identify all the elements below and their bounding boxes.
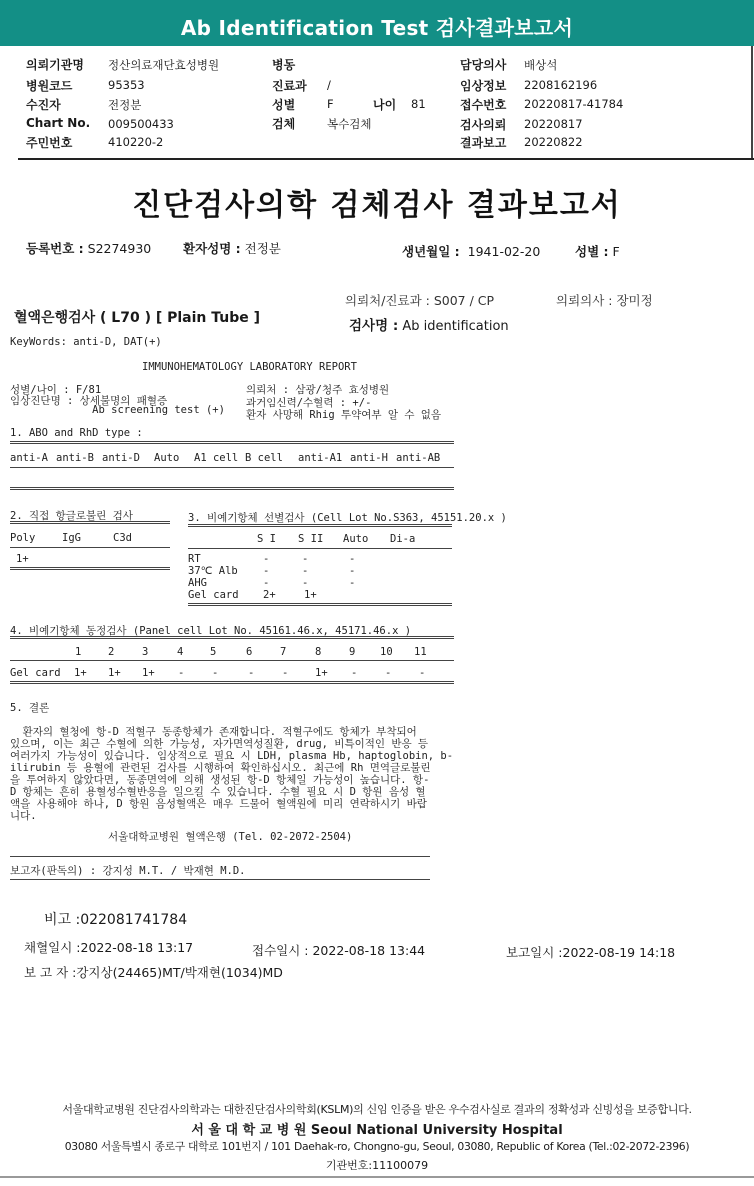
reporter-rule-top: [10, 856, 430, 857]
sec3-row-gel-s2: 1+: [304, 589, 317, 601]
sec4-h-9: 9: [349, 646, 356, 658]
header-right-border: [751, 46, 753, 160]
footer-code: 기관번호:11100079: [325, 1159, 429, 1172]
conclusion-line-6: D 항체는 흔히 용혈성수혈반응을 일으킬 수 있습니다. 수혈 필요 시 D 항원 음성 혈: [10, 786, 426, 798]
sec4-v-6: -: [248, 667, 255, 679]
sec3-row-rt-label: RT: [188, 553, 201, 565]
sec4-v-7: -: [282, 667, 289, 679]
sec1-rule-top: [10, 441, 454, 444]
lab-heading: IMMUNOHEMATOLOGY LABORATORY REPORT: [142, 361, 357, 373]
sec4-row-label: Gel card: [10, 667, 61, 679]
sec4-rule-top: [10, 636, 454, 639]
meta-sex: 성별: [272, 98, 296, 112]
meta-doctor: 담당의사: [460, 58, 507, 72]
sec4-rule-bottom: [10, 681, 454, 684]
sec3-row-37-label: 37℃ Alb: [188, 565, 238, 577]
meta-ward: 병동: [272, 58, 296, 72]
sec5-title: 5. 결론: [10, 702, 50, 714]
sec4-title: 4. 비예기항체 동정검사 (Panel cell Lot No. 45161.46.x, 45171.46.x ): [10, 625, 412, 637]
sec3-row-37-auto: -: [349, 565, 356, 577]
test-category: 혈액은행검사 ( L70 ) [ Plain Tube ]: [14, 310, 261, 326]
sec4-h-6: 6: [246, 646, 253, 658]
sec4-h-10: 10: [380, 646, 393, 658]
sec4-h-7: 7: [280, 646, 287, 658]
meta-institution-value: 정산의료재단효성병원: [108, 58, 220, 72]
info-history: 과거임신력/수혈력 : +/-: [246, 397, 372, 409]
meta-receipt-no-value: 20220817-41784: [524, 97, 624, 111]
sec4-v-11: -: [419, 667, 426, 679]
meta-doctor-value: 배상석: [524, 58, 558, 72]
meta-dept-value: /: [327, 78, 331, 92]
blood-bank-contact: 서울대학교병원 혈액은행 (Tel. 02-2072-2504): [108, 831, 353, 843]
meta-request-date-value: 20220817: [524, 117, 583, 131]
collect-datetime: 채혈일시 :2022-08-18 13:17: [24, 940, 194, 955]
request-dept: 의뢰처/진료과 : S007 / CP: [345, 293, 495, 308]
reporter-rule-bottom: [10, 879, 430, 880]
banner-title: Ab Identification Test 검사결과보고서: [180, 16, 574, 40]
info-sex-age: 성별/나이 : F/81: [10, 384, 102, 396]
meta-clinical-info-value: 2208162196: [524, 78, 598, 92]
final-reporter: 보 고 자 :강지상(24465)MT/박재현(1034)MD: [24, 965, 283, 980]
patient-sex: 성별 : F: [575, 244, 620, 259]
sec3-rule-mid: [188, 548, 452, 549]
sec2-rule-bottom: [10, 567, 170, 570]
sec3-h-s2: S II: [298, 533, 324, 545]
info-institution: 의뢰처 : 삼광/청주 효성병원: [246, 384, 390, 396]
sec3-h-auto: Auto: [343, 533, 369, 545]
sec2-h-poly: Poly: [10, 532, 36, 544]
meta-sex-value: F: [327, 97, 334, 111]
remark-note: 비고 :022081741784: [44, 912, 188, 928]
conclusion-line-1: 환자의 혈청에 항-D 적혈구 동종항체가 존재합니다. 적혈구에도 항체가 부착되어: [10, 726, 417, 738]
meta-patient-value: 전정분: [108, 98, 142, 112]
report-title: 진단검사의학 검체검사 결과보고서: [132, 188, 622, 223]
report-datetime: 보고일시 :2022-08-19 14:18: [506, 945, 676, 960]
sec3-h-s1: S I: [257, 533, 276, 545]
sec4-rule-mid: [10, 660, 454, 661]
sec4-h-4: 4: [177, 646, 184, 658]
sec4-v-10: -: [385, 667, 392, 679]
sec3-row-ahg-label: AHG: [188, 577, 207, 589]
meta-hospital-code-value: 95353: [108, 78, 145, 92]
sec1-h-anti-h: anti-H: [350, 452, 388, 464]
meta-patient: 수진자: [26, 98, 61, 112]
conclusion-line-5: 을 투여하지 않았다면, 동종면역에 의해 생성된 항-D 항체일 가능성이 높습니다. 항-: [10, 774, 430, 786]
sec2-v-poly: 1+: [16, 553, 29, 565]
sec4-h-5: 5: [210, 646, 217, 658]
header-banner: [0, 0, 754, 46]
sec1-h-anti-a1: anti-A1: [298, 452, 343, 464]
reg-number: 등록번호 : S2274930: [26, 241, 152, 256]
conclusion-line-7: 액을 사용해야 하나, D 항원 음성혈액은 매우 드물어 혈액원에 미리 연락하시기 바랍: [10, 798, 427, 810]
sec1-h-anti-d: anti-D: [102, 452, 140, 464]
footer-border: [0, 1176, 754, 1178]
meta-receipt-no: 접수번호: [460, 98, 507, 112]
sec1-h-a1cell: A1 cell: [194, 452, 239, 464]
sec1-rule-bottom: [10, 487, 454, 490]
receive-datetime: 접수일시 : 2022-08-18 13:44: [252, 943, 426, 958]
meta-age-value: 81: [411, 97, 426, 111]
sec1-title: 1. ABO and RhD type :: [10, 427, 143, 439]
sec3-row-gel-s1: 2+: [263, 589, 276, 601]
meta-chart-no-value: 009500433: [108, 117, 174, 131]
sec2-rule-mid: [10, 547, 170, 548]
sec2-rule-top: [10, 521, 170, 524]
meta-rrn-value: 410220-2: [108, 135, 164, 149]
sec2-h-c3d: C3d: [113, 532, 132, 544]
meta-report-date: 결과보고: [460, 136, 507, 150]
sec1-h-anti-b: anti-B: [56, 452, 94, 464]
sec4-v-8: 1+: [315, 667, 328, 679]
birth-date: 생년월일 : 1941-02-20: [402, 244, 541, 259]
meta-age: 나이: [373, 98, 397, 112]
sec3-title: 3. 비예기항체 선별검사 (Cell Lot No.S363, 45151.20.x ): [188, 512, 507, 524]
header-divider: [18, 158, 754, 160]
patient-name: 환자성명 : 전정분: [183, 241, 281, 256]
sec2-h-igg: IgG: [62, 532, 81, 544]
meta-specimen: 검체: [272, 117, 296, 131]
sec4-v-5: -: [212, 667, 219, 679]
test-name: 검사명 : Ab identification: [349, 318, 509, 334]
sec1-h-anti-a: anti-A: [10, 452, 48, 464]
footer-statement: 서울대학교병원 진단검사의학과는 대한진단검사의학회(KSLM)의 신임 인증을 받은 우수검사실로 결과의 정확성과 신빙성을 보증합니다.: [62, 1103, 692, 1116]
sec4-v-2: 1+: [108, 667, 121, 679]
info-diagnosis-2: Ab screening test (+): [10, 404, 225, 416]
sec1-h-auto: Auto: [154, 452, 180, 464]
sec3-row-ahg-s1: -: [263, 577, 270, 589]
meta-dept: 진료과: [272, 79, 307, 93]
sec3-rule-top: [188, 524, 452, 527]
meta-specimen-value: 복수검체: [327, 117, 372, 131]
meta-request-date: 검사의뢰: [460, 118, 507, 132]
keywords: KeyWords: anti-D, DAT(+): [10, 336, 162, 348]
conclusion-line-2: 있으며, 이는 최근 수혈에 의한 가능성, 자가면역성질환, drug, 비특이적인 반응 등: [10, 738, 429, 750]
sec3-row-ahg-s2: -: [302, 577, 309, 589]
sec4-v-4: -: [178, 667, 185, 679]
sec3-row-gel-label: Gel card: [188, 589, 239, 601]
sec2-title: 2. 직접 항글로불린 검사: [10, 510, 133, 522]
lab-reporter: 보고자(판독의) : 강지성 M.T. / 박재현 M.D.: [10, 865, 246, 877]
conclusion-line-3: 여러가지 가능성이 있습니다. 임상적으로 필요 시 LDH, plasma Hb, haptoglobin, b-: [10, 750, 454, 762]
sec4-h-1: 1: [75, 646, 82, 658]
sec3-row-37-s2: -: [302, 565, 309, 577]
sec4-h-11: 11: [414, 646, 427, 658]
sec3-h-dia: Di-a: [390, 533, 416, 545]
meta-report-date-value: 20220822: [524, 135, 583, 149]
meta-rrn: 주민번호: [26, 136, 73, 150]
conclusion-line-8: 니다.: [10, 810, 37, 822]
sec4-v-1: 1+: [74, 667, 87, 679]
sec3-row-rt-auto: -: [349, 553, 356, 565]
meta-hospital-code: 병원코드: [26, 79, 73, 93]
footer-address: 03080 서울특별시 종로구 대학로 101번지 / 101 Daehak-ro, Chongno-gu, Seoul, 03080, Republic of Korea (Tel.:02-2072-2396): [64, 1140, 690, 1153]
sec4-v-9: -: [351, 667, 358, 679]
meta-chart-no: Chart No.: [26, 116, 91, 130]
footer-hospital: 서 울 대 학 교 병 원 Seoul National University Hospital: [191, 1123, 563, 1138]
sec4-h-2: 2: [108, 646, 115, 658]
sec3-row-37-s1: -: [263, 565, 270, 577]
sec4-h-8: 8: [315, 646, 322, 658]
sec1-h-bcell: B cell: [245, 452, 283, 464]
sec1-rule-mid: [10, 467, 454, 468]
info-rhig: 환자 사망해 Rhig 투약여부 알 수 없음: [246, 409, 442, 421]
sec3-row-rt-s1: -: [263, 553, 270, 565]
sec1-h-anti-ab: anti-AB: [396, 452, 441, 464]
meta-institution: 의뢰기관명: [26, 58, 84, 72]
request-doctor: 의뢰의사 : 장미정: [556, 293, 653, 308]
meta-clinical-info: 임상정보: [460, 79, 507, 93]
sec3-row-ahg-auto: -: [349, 577, 356, 589]
sec4-h-3: 3: [142, 646, 149, 658]
sec3-row-rt-s2: -: [302, 553, 309, 565]
conclusion-line-4: ilirubin 등 용혈에 관련된 검사를 시행하여 확인하십시오. 최근에 Rh 면역글로불린: [10, 762, 431, 774]
sec3-rule-bottom: [188, 603, 452, 606]
sec4-v-3: 1+: [142, 667, 155, 679]
info-diagnosis: 임상진단명 : 상세불명의 패혈증: [10, 395, 168, 407]
